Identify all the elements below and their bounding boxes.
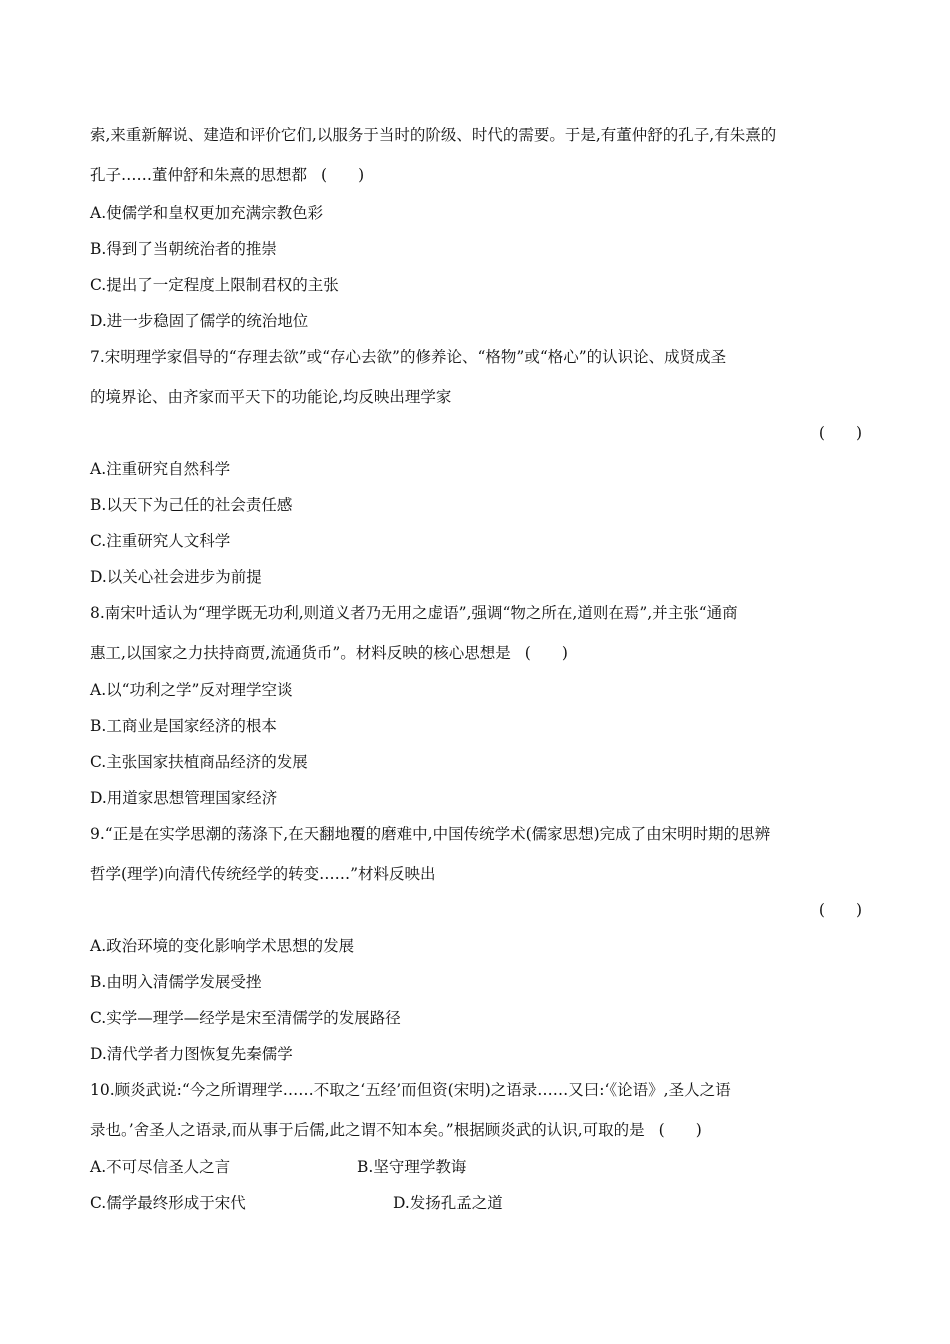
q9-option-b: B.由明入清儒学发展受挫 — [90, 973, 262, 991]
q6-option-b: B.得到了当朝统治者的推崇 — [90, 240, 277, 258]
q7-option-d: D.以关心社会进步为前提 — [90, 568, 262, 586]
q6-option-c: C.提出了一定程度上限制君权的主张 — [90, 276, 339, 294]
q9-option-c: C.实学—理学—经学是宋至清儒学的发展路径 — [90, 1009, 401, 1027]
q10-answer-paren: ( ) — [658, 1121, 702, 1139]
q6-stem-text: 孔子……董仲舒和朱熹的思想都 — [90, 166, 308, 184]
q10-option-b: B.坚守理学教诲 — [357, 1158, 467, 1176]
q8-stem-text: 惠工,以国家之力扶持商贾,流通货币”。材料反映的核心思想是 — [90, 644, 511, 662]
q8-option-a: A.以“功利之学”反对理学空谈 — [90, 681, 293, 699]
q9-stem-line2: 哲学(理学)向清代传统经学的转变……”材料反映出 — [90, 865, 436, 883]
q7-option-a: A.注重研究自然科学 — [90, 460, 231, 478]
q8-option-d: D.用道家思想管理国家经济 — [90, 789, 278, 807]
q6-stem-line1: 索,来重新解说、建造和评价它们,以服务于当时的阶级、时代的需要。于是,有董仲舒的孔子,有朱熹的 — [90, 126, 777, 144]
q6-answer-paren: ( ) — [321, 166, 365, 184]
q6-option-d: D.进一步稳固了儒学的统治地位 — [90, 312, 309, 330]
q10-stem-line2 — [90, 1119, 862, 1141]
q8-stem-line1: 8.南宋叶适认为“理学既无功利,则道义者乃无用之虚语”,强调“物之所在,道则在焉”,并主张“通商 — [90, 604, 738, 622]
q10-option-d: D.发扬孔孟之道 — [393, 1194, 503, 1212]
q10-stem-line1: 10.顾炎武说:“今之所谓理学……不取之‘五经’而但资(宋明)之语录……又曰:‘《论语》,圣人之语 — [90, 1081, 731, 1099]
q10-option-a: A.不可尽信圣人之言 — [90, 1158, 231, 1176]
q7-option-c: C.注重研究人文科学 — [90, 532, 231, 550]
q9-option-d: D.清代学者力图恢复先秦儒学 — [90, 1045, 293, 1063]
q8-option-b: B.工商业是国家经济的根本 — [90, 717, 277, 735]
q9-answer-paren: ( ) — [818, 901, 862, 919]
q7-stem-line2: 的境界论、由齐家而平天下的功能论,均反映出理学家 — [90, 388, 452, 406]
q7-answer-paren: ( ) — [818, 424, 862, 442]
q8-option-c: C.主张国家扶植商品经济的发展 — [90, 753, 308, 771]
q9-stem-line1: 9.“正是在实学思潮的荡涤下,在天翻地覆的磨难中,中国传统学术(儒家思想)完成了由宋明时期的思辨 — [90, 825, 771, 843]
q9-option-a: A.政治环境的变化影响学术思想的发展 — [90, 937, 355, 955]
q8-stem-line2 — [90, 642, 862, 664]
q7-stem-line1: 7.宋明理学家倡导的“存理去欲”或“存心去欲”的修养论、“格物”或“格心”的认识论、成贤成圣 — [90, 348, 727, 366]
q6-option-a: A.使儒学和皇权更加充满宗教色彩 — [90, 204, 324, 222]
q10-option-c: C.儒学最终形成于宋代 — [90, 1194, 246, 1212]
q8-answer-paren: ( ) — [524, 644, 568, 662]
q6-stem-line2 — [90, 164, 862, 186]
q7-option-b: B.以天下为己任的社会责任感 — [90, 496, 293, 514]
q10-stem-text: 录也。’舍圣人之语录,而从事于后儒,此之谓不知本矣。”根据顾炎武的认识,可取的是 — [90, 1121, 645, 1139]
